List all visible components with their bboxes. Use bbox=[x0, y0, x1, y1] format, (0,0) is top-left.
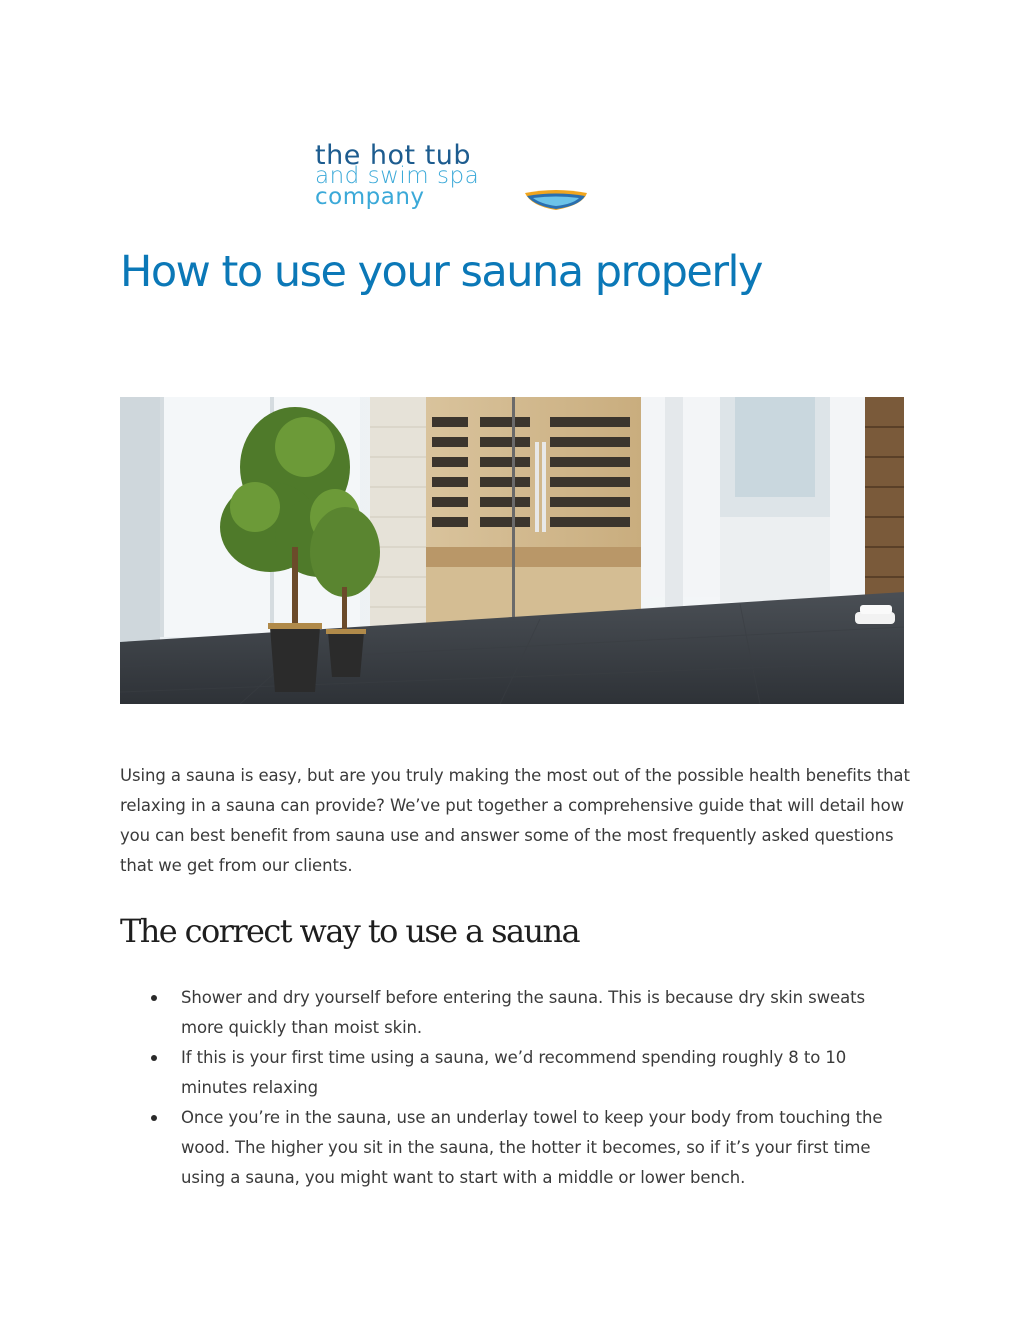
page-title: How to use your sauna properly bbox=[120, 247, 762, 297]
list-item-text: Once you’re in the sauna, use an underlay towel to keep your body from touching the wood. The higher you sit in the sauna, the hotter it becomes, so if it’s your first time using a sauna, you might want to start with a middle or lower bench. bbox=[181, 1108, 883, 1187]
list-item-text: Shower and dry yourself before entering the sauna. This is because dry skin sweats more quickly than moist skin. bbox=[181, 988, 865, 1037]
company-logo bbox=[315, 142, 605, 212]
intro-paragraph: Using a sauna is easy, but are you truly making the most out of the possible health benefits that relaxing in a sauna can provide? We’ve put together a comprehensive guide that will detail how you can best benefit from sauna use and answer some of the most frequently asked questions that we get from our clients. bbox=[120, 766, 910, 875]
bullet-icon bbox=[151, 995, 157, 1001]
steps-list bbox=[120, 983, 900, 1193]
logo-text-line-2: and swim spa bbox=[315, 163, 480, 189]
logo-text-line-3: company bbox=[315, 184, 425, 210]
section-heading: The correct way to use a sauna bbox=[120, 912, 579, 950]
wave-logo-icon bbox=[523, 189, 589, 211]
hero-image bbox=[120, 397, 904, 704]
list-item bbox=[120, 1103, 900, 1193]
list-item bbox=[120, 983, 900, 1043]
bullet-icon bbox=[151, 1115, 157, 1121]
list-item bbox=[120, 1043, 900, 1103]
bullet-icon bbox=[151, 1055, 157, 1061]
sauna-room-photo-icon bbox=[120, 397, 904, 704]
list-item-text: If this is your first time using a sauna, we’d recommend spending roughly 8 to 10 minutes relaxing bbox=[181, 1048, 847, 1097]
logo-text-line-1: the hot tub bbox=[315, 140, 472, 171]
